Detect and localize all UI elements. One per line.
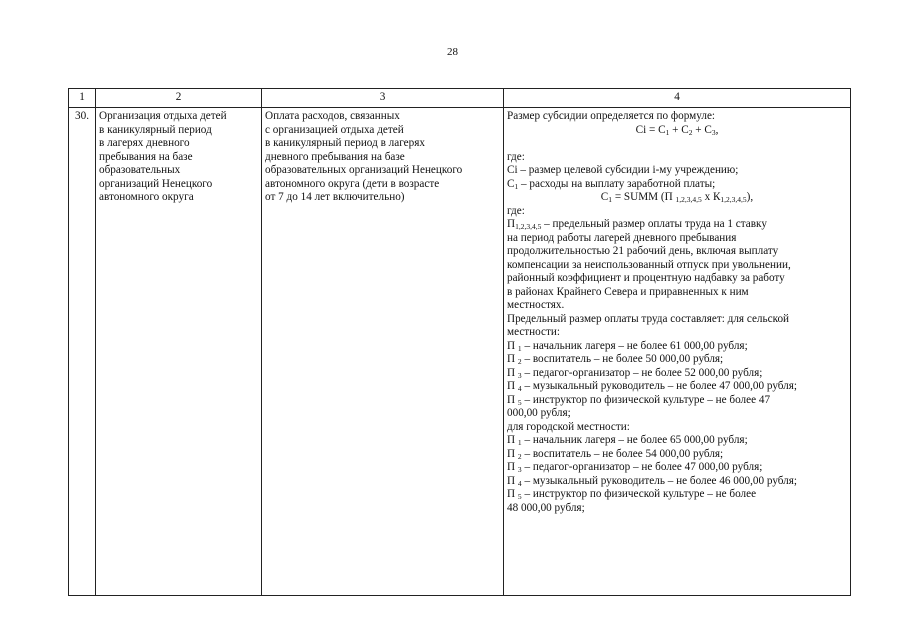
urban-limit-item: П $_1$ – начальник лагеря – не более 65 000,00 рубля; (507, 434, 748, 447)
formula-ci: $Ci = C_1 + C_2 + C_3$, (635, 123, 719, 137)
activity-line: в каникулярный период (99, 123, 212, 136)
activity-line: в лагерях дневного (99, 137, 190, 149)
where-label: где: (507, 204, 525, 217)
definition-p-line: на период работы лагерей дневного пребывания (507, 231, 737, 244)
expense-line: Оплата расходов, связанных (265, 110, 400, 122)
where-label: где: (507, 150, 525, 163)
expense-line: в каникулярный период в лагерях (265, 137, 425, 149)
activity-cell (96, 108, 262, 596)
rural-limit-item: П $_2$ – воспитатель – не более 50 000,00 рубля; (507, 353, 724, 366)
rural-limit-item: П $_3$ – педагог-организатор – не более 52 000,00 рубля; (507, 366, 763, 380)
urban-intro: для городской местности: (507, 420, 630, 433)
activity-line: Организация отдыха детей (99, 110, 227, 122)
definition-c1: $C_1$ – расходы на выплату заработной платы; (507, 177, 716, 191)
header-col-3: 3 (262, 89, 504, 108)
definition-ci: Ci – размер целевой субсидии i-му учреждению; (507, 164, 739, 176)
header-col-2: 2 (96, 89, 262, 108)
limit-intro-line: Предельный размер оплаты труда составляет: для сельской (507, 312, 790, 325)
row-number: 30. (69, 108, 96, 596)
header-col-4: 4 (504, 89, 851, 108)
expense-line: дневного пребывания на базе (265, 150, 405, 163)
expense-line: от 7 до 14 лет включительно) (265, 191, 405, 203)
table-row (69, 108, 851, 596)
definition-p-line: продолжительностью 21 рабочий день, включая выплату (507, 245, 779, 257)
activity-line: организаций Ненецкого (99, 177, 213, 190)
definition-p: $П_{1,2,3,4,5}$ – предельный размер оплаты труда на 1 ставку (507, 218, 767, 231)
limit-intro-line: местности: (507, 326, 560, 338)
formula-intro: Размер субсидии определяется по формуле: (507, 110, 716, 122)
rural-limit-item: П $_4$ – музыкальный руководитель – не более 47 000,00 рубля; (507, 380, 798, 393)
activity-line: образовательных (99, 164, 181, 176)
urban-limit-item: П $_2$ – воспитатель – не более 54 000,00 рубля; (507, 447, 724, 461)
expense-line: автономного округа (дети в возрасте (265, 177, 440, 190)
urban-limit-item: П $_4$ – музыкальный руководитель – не более 46 000,00 рубля; (507, 474, 798, 488)
rural-limit-item: П $_1$ – начальник лагеря – не более 61 000,00 рубля; (507, 339, 748, 353)
definition-p-line: местностях. (507, 299, 565, 311)
page-number: 28 (447, 46, 458, 58)
expense-cell (262, 108, 504, 596)
activity-line: автономного округа (99, 191, 194, 203)
urban-limit-continuation: 48 000,00 рубля; (507, 501, 585, 514)
definition-p-line: районный коэффициент и процентную надбавку за работу (507, 272, 785, 284)
header-col-1: 1 (69, 89, 96, 108)
expense-line: образовательных организаций Ненецкого (265, 164, 463, 176)
rural-limit-item: П $_5$ – инструктор по физической культуре – не более 47 (507, 393, 771, 407)
rural-limit-continuation: 000,00 рубля; (507, 407, 571, 419)
definition-p-line: компенсации за неиспользованный отпуск при увольнении, (507, 258, 791, 271)
expense-line: с организацией отдыха детей (265, 123, 404, 136)
urban-limit-item: П $_5$ – инструктор по физической культуре – не более (507, 488, 757, 501)
definition-p-line: в районах Крайнего Севера и приравненных к ним (507, 285, 749, 298)
data-table (68, 88, 851, 596)
header-row (69, 89, 851, 108)
formula-c1: $C_1$ = SUMM (П $_{1,2,3,4,5}$ х $К_{1,2,3,4,5}$), (600, 191, 754, 204)
urban-limit-item: П $_3$ – педагог-организатор – не более 47 000,00 рубля; (507, 461, 763, 474)
formula-cell (504, 108, 851, 596)
activity-line: пребывания на базе (99, 150, 193, 163)
